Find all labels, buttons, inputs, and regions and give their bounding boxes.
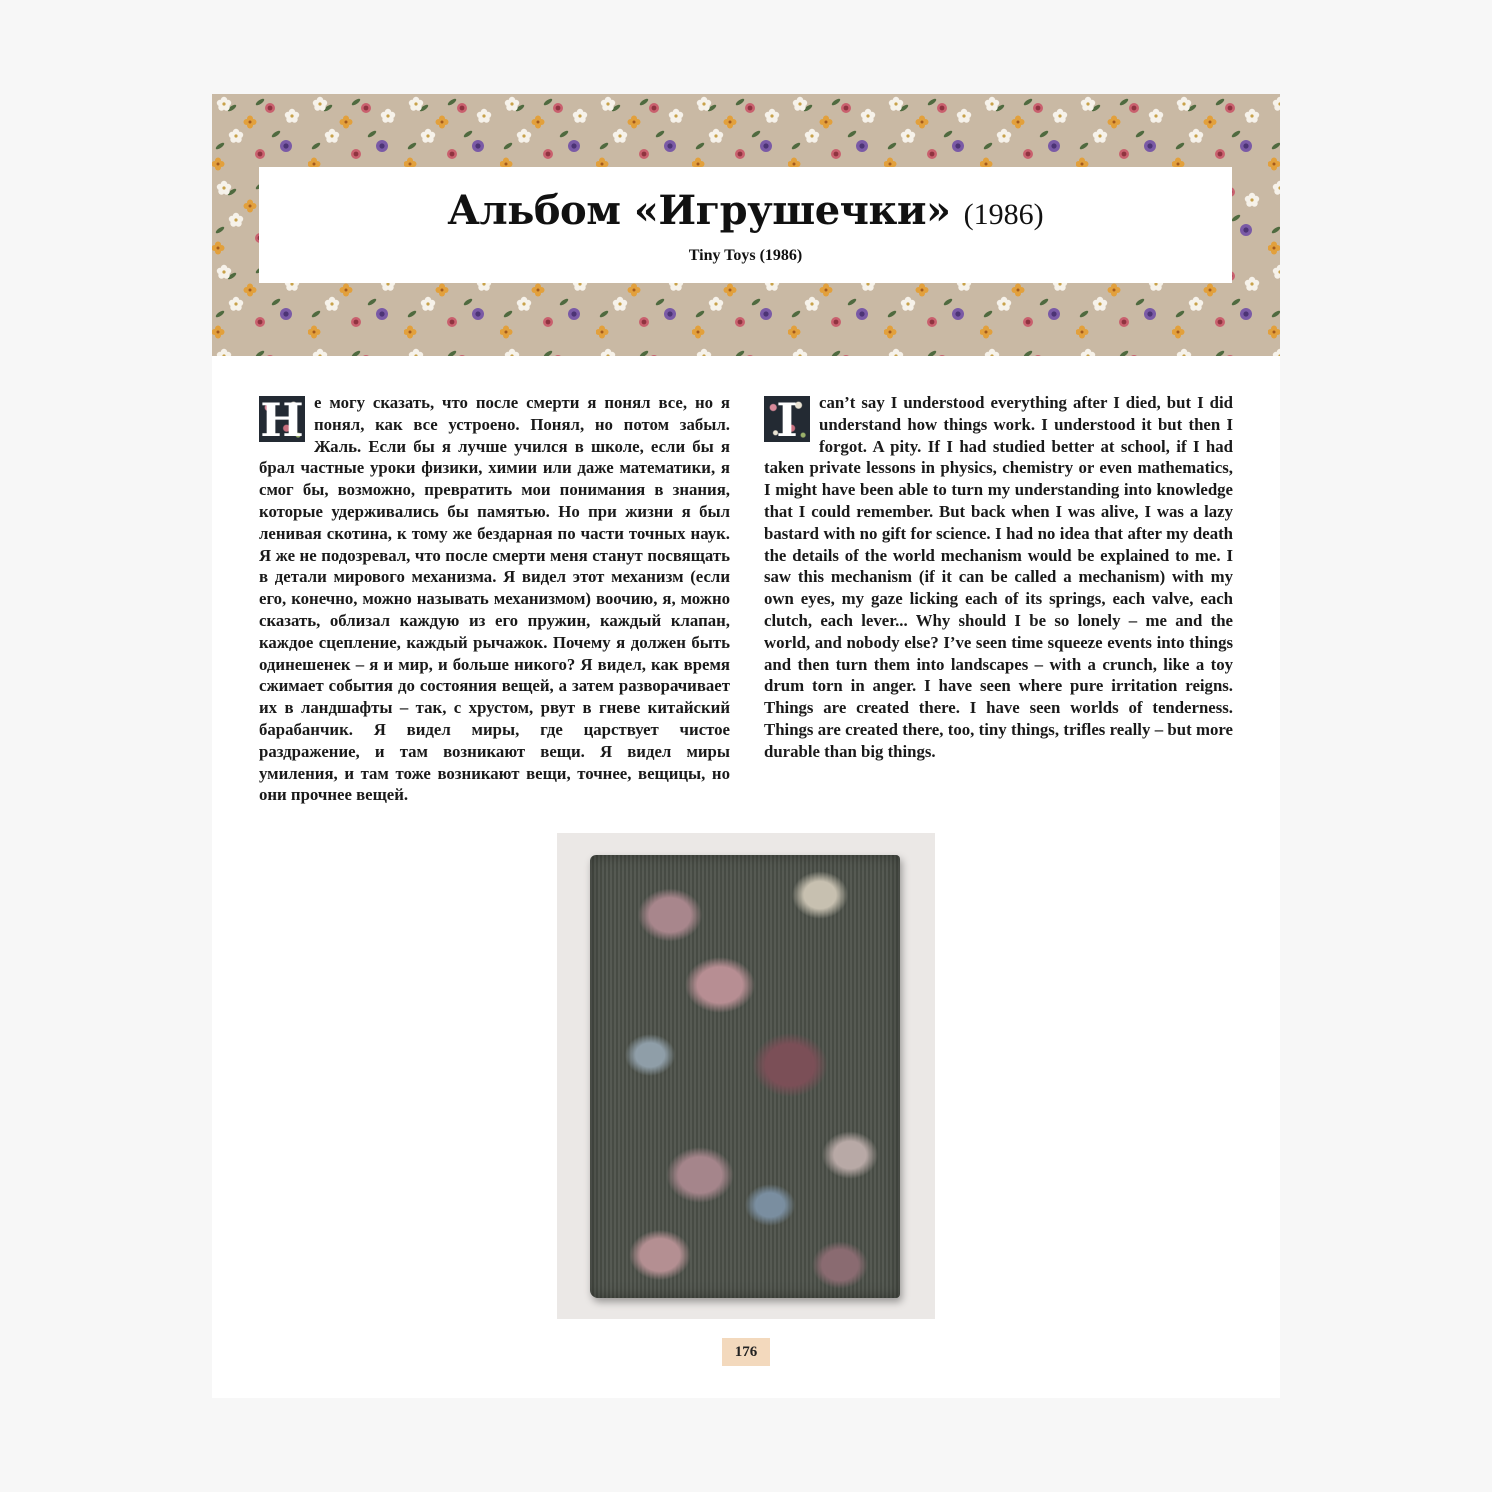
page-subtitle: Tiny Toys (1986) <box>688 247 803 264</box>
book-photo <box>557 833 935 1319</box>
tapestry-book-cover <box>590 855 900 1298</box>
floral-banner <box>212 94 1280 356</box>
english-text-column <box>764 392 1233 763</box>
book-page <box>212 94 1280 1398</box>
dropcap-ru: Н <box>260 393 304 447</box>
title-box <box>259 167 1232 283</box>
title-year: (1986) <box>963 198 1044 231</box>
russian-text-column <box>259 392 730 806</box>
page-title: Альбом «Игрушечки» <box>447 187 951 234</box>
title-line <box>259 185 1232 245</box>
dropcap-en: I <box>764 396 810 442</box>
russian-body-text: е могу сказать, что после смерти я понял все, но я понял, как все устроено. Понял, но потом забыл. Жаль. Если бы я лучше учился в школе, если бы я брал частные уроки физики, химии или даже математики, я смог бы, возможно, превратить мои понимания в знания, которые удерживались бы памятью. Но при жизни я был ленивая скотина, к тому же бездарная по части точных наук. Я же не подозревал, что после смерти меня станут посвящать в детали мирового механизма. Я видел этот механизм (если его, конечно, можно называть механизмом) воочию, я, можно сказать, облизал каждую из его пружин, каждый клапан, каждое сцепление, каждый рычажок. Почему я должен быть одинешенек – я и мир, и больше никого? Я видел, как время сжимает события до состояния вещей, а затем разворачивает их в ландшафты – так, с хрустом, рвут в гневе китайский барабанчик. Я видел миры, где царствует чистое раздражение, и там возникают вещи. Я видел миры умиления, и там тоже возникают вещи, точнее, вещицы, но они прочнее вещей. <box>259 393 730 805</box>
page-number: 176 <box>722 1338 770 1366</box>
english-body-text: can’t say I understood everything after I died, but I did understand how things work. I understood it but then I forgot. A pity. If I had studied better at school, if I had taken private lessons in physics, chemistry or even mathematics, I might have been able to turn my understanding into knowledge that I could remember. But back when I was alive, I was a lazy bastard with no gift for science. I had no idea that after my death the details of the world mechanism would be explained to me. I saw this mechanism (if it can be called a mechanism) with my own eyes, my gaze licking each of its springs, each valve, each clutch, each lever... Why should I be so lonely – me and the world, and nobody else? I’ve seen time squeeze events into things and then turn them into landscapes – with a crunch, like a toy drum torn in anger. I have seen where pure irritation reigns. Things are created there. I have seen worlds of tenderness. Things are created there, too, tiny things, trifles really – but more durable than big things. <box>764 393 1233 761</box>
